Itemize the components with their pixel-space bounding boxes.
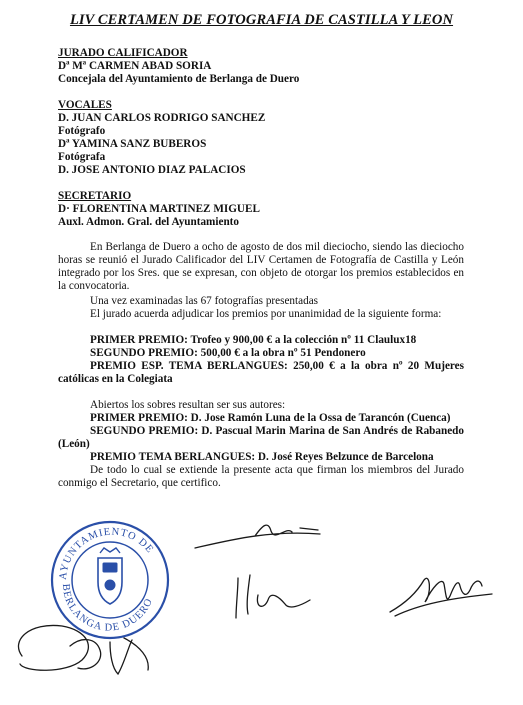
author-second-prize: SEGUNDO PREMIO: D. Pascual Marin Marina de San Andrés de Rabanedo (León) [58, 425, 464, 450]
closing-paragraph: De todo lo cual se extiende la presente acta que firman los miembros del Jurado conmigo el Secretario, que certifico. [58, 464, 464, 489]
seal-bottom-text: BERLANGA DE DUERO [59, 583, 156, 634]
vocal-role-1: Fotógrafo [58, 125, 106, 137]
secretary-role: Auxl. Admon. Gral. del Ayuntamiento [58, 216, 239, 228]
meeting-paragraph: En Berlanga de Duero a ocho de agosto de dos mil dieciocho, siendo las dieciocho horas se reunió el Jurado Calificador del LIV Certamen de Fotografía de Castilla y León integrado por los Sres. que se expresan, con objeto de otorgar los premios establecidos en la convocatoria. [58, 241, 464, 292]
vocal-name-3: D. JOSE ANTONIO DIAZ PALACIOS [58, 164, 246, 176]
first-prize: PRIMER PREMIO: Trofeo y 900,00 € a la colección nº 11 Claulux18 [90, 334, 417, 346]
vocal-role-2: Fotógrafa [58, 151, 106, 163]
secretary-name: D· FLORENTINA MARTINEZ MIGUEL [58, 203, 260, 215]
signature-bottom [18, 625, 148, 674]
town-seal [52, 522, 168, 638]
author-theme-prize: PREMIO TEMA BERLANGUES: D. José Reyes Belzunce de Barcelona [90, 451, 434, 463]
seal-coat-of-arms-icon [98, 548, 122, 604]
jury-heading: JURADO CALIFICADOR [58, 47, 188, 59]
document-title: LIV CERTAMEN DE FOTOGRAFIA DE CASTILLA Y LEON [69, 12, 454, 28]
author-first-prize: PRIMER PREMIO: D. Jose Ramón Luna de la Ossa de Tarancón (Cuenca) [90, 412, 451, 424]
vocal-name-2: Dª YAMINA SANZ BUBEROS [58, 138, 207, 150]
jury-signatures [18, 525, 492, 674]
jury-president-role: Concejala del Ayuntamiento de Berlanga de Duero [58, 73, 300, 85]
agreement-line: El jurado acuerda adjudicar los premios por unanimidad de la siguiente forma: [90, 308, 442, 320]
vocales-heading: VOCALES [58, 99, 112, 111]
examined-line: Una vez examinadas las 67 fotografías presentadas [90, 295, 319, 307]
signature-right [390, 578, 492, 616]
seal-outer-ring [52, 522, 168, 638]
jury-president-name: Dª Mª CARMEN ABAD SORIA [58, 60, 212, 72]
special-prize: PREMIO ESP. TEMA BERLANGUES: 250,00 € a la obra nº 20 Mujeres católicas en la Colegiata [58, 360, 464, 385]
seal-inner-ring [72, 542, 148, 618]
seal-top-text: AYUNTAMIENTO DE [57, 526, 156, 581]
signature-middle [236, 575, 310, 618]
secretary-heading: SECRETARIO [58, 190, 132, 202]
signature-top [195, 525, 320, 548]
authors-intro: Abiertos los sobres resultan ser sus autores: [90, 399, 286, 411]
second-prize: SEGUNDO PREMIO: 500,00 € a la obra nº 51 Pendonero [90, 347, 366, 359]
vocal-name-1: D. JUAN CARLOS RODRIGO SANCHEZ [58, 112, 266, 124]
